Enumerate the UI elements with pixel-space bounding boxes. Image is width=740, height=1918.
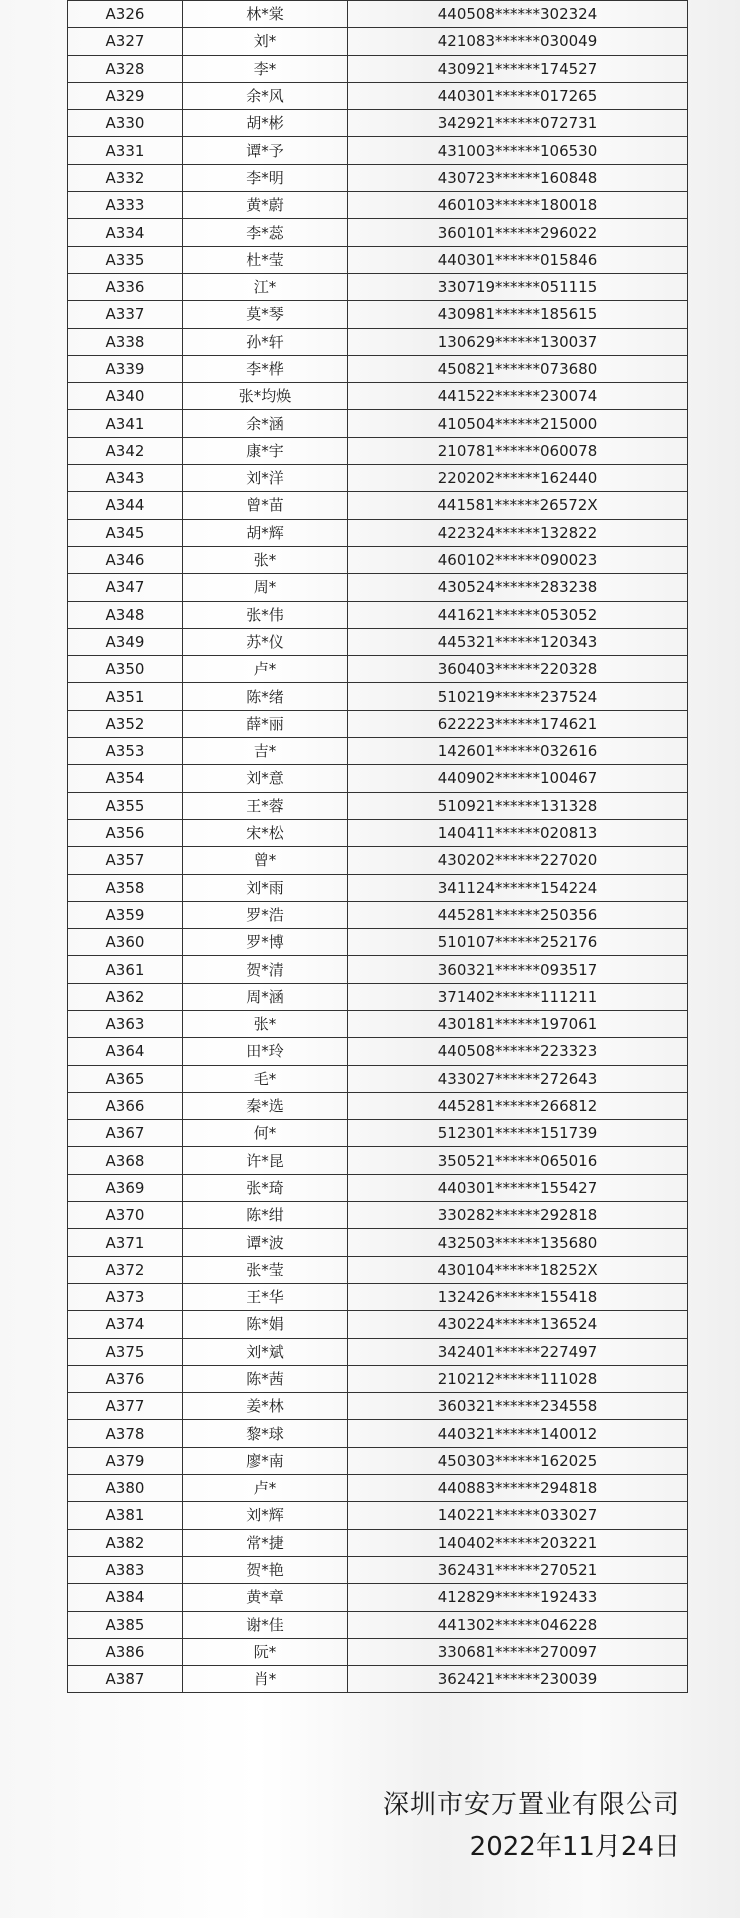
id-number: 430224******136524: [348, 1311, 688, 1338]
applicant-name: 黄*章: [183, 1584, 348, 1611]
applicant-number: A387: [68, 1666, 183, 1693]
id-number: 142601******032616: [348, 738, 688, 765]
id-number: 440508******223323: [348, 1038, 688, 1065]
table-row: [68, 137, 688, 164]
applicant-number: A345: [68, 519, 183, 546]
id-number: 330719******051115: [348, 273, 688, 300]
applicant-number: A370: [68, 1202, 183, 1229]
table-row: [68, 1256, 688, 1283]
id-number: 460103******180018: [348, 192, 688, 219]
applicant-name: 张*: [183, 546, 348, 573]
id-number: 510921******131328: [348, 792, 688, 819]
applicant-number: A339: [68, 355, 183, 382]
id-number: 433027******272643: [348, 1065, 688, 1092]
id-number: 445321******120343: [348, 628, 688, 655]
table-row: [68, 273, 688, 300]
table-row: [68, 1502, 688, 1529]
table-row: [68, 355, 688, 382]
applicant-number: A352: [68, 710, 183, 737]
applicant-name: 秦*选: [183, 1092, 348, 1119]
company-name: 深圳市安万置业有限公司: [382, 1790, 680, 1820]
id-number: 430104******18252X: [348, 1256, 688, 1283]
applicant-number: A372: [68, 1256, 183, 1283]
id-number: 220202******162440: [348, 465, 688, 492]
applicant-number: A383: [68, 1556, 183, 1583]
applicant-number: A330: [68, 110, 183, 137]
applicant-number: A342: [68, 437, 183, 464]
table-row: [68, 1475, 688, 1502]
applicant-number: A343: [68, 465, 183, 492]
applicant-name: 张*伟: [183, 601, 348, 628]
id-number: 132426******155418: [348, 1283, 688, 1310]
id-number: 441302******046228: [348, 1611, 688, 1638]
applicant-name: 谢*佳: [183, 1611, 348, 1638]
applicant-name: 阮*: [183, 1638, 348, 1665]
applicant-name: 刘*雨: [183, 874, 348, 901]
id-number: 360321******234558: [348, 1393, 688, 1420]
applicant-name: 苏*仪: [183, 628, 348, 655]
applicant-name: 周*: [183, 574, 348, 601]
id-number: 342401******227497: [348, 1338, 688, 1365]
applicant-name: 胡*辉: [183, 519, 348, 546]
applicant-number: A328: [68, 55, 183, 82]
id-number: 440301******017265: [348, 82, 688, 109]
applicant-name: 张*: [183, 1010, 348, 1037]
applicant-name: 余*风: [183, 82, 348, 109]
table-row: [68, 1338, 688, 1365]
table-row: [68, 1638, 688, 1665]
applicant-number: A329: [68, 82, 183, 109]
table-row: [68, 55, 688, 82]
applicant-number: A356: [68, 819, 183, 846]
applicant-number: A359: [68, 901, 183, 928]
id-number: 441621******053052: [348, 601, 688, 628]
table-row: [68, 683, 688, 710]
applicant-name: 张*琦: [183, 1174, 348, 1201]
applicant-number: A338: [68, 328, 183, 355]
applicant-name: 杜*莹: [183, 246, 348, 273]
table-row: [68, 110, 688, 137]
applicant-name: 黄*蔚: [183, 192, 348, 219]
id-number: 441522******230074: [348, 383, 688, 410]
applicant-name: 曾*苗: [183, 492, 348, 519]
applicant-name: 贺*清: [183, 956, 348, 983]
applicant-name: 张*莹: [183, 1256, 348, 1283]
table-row: [68, 1202, 688, 1229]
applicant-name: 曾*: [183, 847, 348, 874]
id-number: 510219******237524: [348, 683, 688, 710]
table-row: [68, 437, 688, 464]
id-number: 140221******033027: [348, 1502, 688, 1529]
table-row: [68, 1611, 688, 1638]
applicant-name: 毛*: [183, 1065, 348, 1092]
applicant-name: 陈*茜: [183, 1365, 348, 1392]
applicant-name: 刘*辉: [183, 1502, 348, 1529]
id-number: 341124******154224: [348, 874, 688, 901]
table-row: [68, 410, 688, 437]
id-number: 410504******215000: [348, 410, 688, 437]
id-number: 362421******230039: [348, 1666, 688, 1693]
table-row: [68, 1229, 688, 1256]
table-row: [68, 1283, 688, 1310]
id-number: 430181******197061: [348, 1010, 688, 1037]
applicant-number: A332: [68, 164, 183, 191]
applicant-name: 廖*南: [183, 1447, 348, 1474]
id-number: 445281******266812: [348, 1092, 688, 1119]
applicant-number: A344: [68, 492, 183, 519]
id-number: 432503******135680: [348, 1229, 688, 1256]
roster-table: [67, 0, 688, 1693]
applicant-name: 卢*: [183, 656, 348, 683]
id-number: 430202******227020: [348, 847, 688, 874]
applicant-number: A364: [68, 1038, 183, 1065]
table-row: [68, 1311, 688, 1338]
applicant-number: A367: [68, 1120, 183, 1147]
applicant-name: 吉*: [183, 738, 348, 765]
id-number: 330681******270097: [348, 1638, 688, 1665]
table-row: [68, 983, 688, 1010]
applicant-number: A358: [68, 874, 183, 901]
id-number: 210212******111028: [348, 1365, 688, 1392]
table-row: [68, 1147, 688, 1174]
table-row: [68, 192, 688, 219]
applicant-name: 王*蓉: [183, 792, 348, 819]
table-row: [68, 1447, 688, 1474]
roster-table-body: [68, 1, 688, 1693]
id-number: 450821******073680: [348, 355, 688, 382]
table-row: [68, 219, 688, 246]
id-number: 512301******151739: [348, 1120, 688, 1147]
applicant-number: A373: [68, 1283, 183, 1310]
applicant-name: 张*均焕: [183, 383, 348, 410]
table-row: [68, 1420, 688, 1447]
applicant-name: 刘*意: [183, 765, 348, 792]
table-row: [68, 465, 688, 492]
applicant-number: A353: [68, 738, 183, 765]
document-date: 2022年11月24日: [469, 1832, 680, 1862]
applicant-name: 罗*博: [183, 929, 348, 956]
id-number: 440301******155427: [348, 1174, 688, 1201]
table-row: [68, 383, 688, 410]
id-number: 450303******162025: [348, 1447, 688, 1474]
applicant-number: A327: [68, 28, 183, 55]
applicant-number: A355: [68, 792, 183, 819]
table-row: [68, 1038, 688, 1065]
applicant-number: A385: [68, 1611, 183, 1638]
id-number: 430921******174527: [348, 55, 688, 82]
applicant-number: A384: [68, 1584, 183, 1611]
id-number: 371402******111211: [348, 983, 688, 1010]
applicant-number: A349: [68, 628, 183, 655]
id-number: 360101******296022: [348, 219, 688, 246]
applicant-name: 何*: [183, 1120, 348, 1147]
table-row: [68, 574, 688, 601]
table-row: [68, 246, 688, 273]
applicant-number: A386: [68, 1638, 183, 1665]
id-number: 440902******100467: [348, 765, 688, 792]
id-number: 440321******140012: [348, 1420, 688, 1447]
applicant-number: A369: [68, 1174, 183, 1201]
applicant-number: A374: [68, 1311, 183, 1338]
applicant-number: A366: [68, 1092, 183, 1119]
applicant-number: A347: [68, 574, 183, 601]
id-number: 412829******192433: [348, 1584, 688, 1611]
table-row: [68, 956, 688, 983]
applicant-name: 刘*斌: [183, 1338, 348, 1365]
applicant-name: 胡*彬: [183, 110, 348, 137]
applicant-number: A361: [68, 956, 183, 983]
table-row: [68, 492, 688, 519]
applicant-name: 康*宇: [183, 437, 348, 464]
id-number: 622223******174621: [348, 710, 688, 737]
id-number: 140411******020813: [348, 819, 688, 846]
table-row: [68, 901, 688, 928]
applicant-number: A365: [68, 1065, 183, 1092]
applicant-number: A379: [68, 1447, 183, 1474]
applicant-name: 田*玲: [183, 1038, 348, 1065]
table-row: [68, 1174, 688, 1201]
applicant-number: A331: [68, 137, 183, 164]
table-row: [68, 301, 688, 328]
table-row: [68, 819, 688, 846]
table-row: [68, 792, 688, 819]
applicant-name: 肖*: [183, 1666, 348, 1693]
applicant-name: 陈*绪: [183, 683, 348, 710]
applicant-number: A334: [68, 219, 183, 246]
applicant-name: 姜*林: [183, 1393, 348, 1420]
table-row: [68, 1065, 688, 1092]
applicant-name: 王*华: [183, 1283, 348, 1310]
id-number: 342921******072731: [348, 110, 688, 137]
id-number: 445281******250356: [348, 901, 688, 928]
applicant-name: 林*棠: [183, 1, 348, 28]
applicant-number: A337: [68, 301, 183, 328]
id-number: 440883******294818: [348, 1475, 688, 1502]
applicant-name: 周*涵: [183, 983, 348, 1010]
id-number: 441581******26572X: [348, 492, 688, 519]
applicant-name: 李*蕊: [183, 219, 348, 246]
id-number: 360403******220328: [348, 656, 688, 683]
id-number: 140402******203221: [348, 1529, 688, 1556]
applicant-number: A354: [68, 765, 183, 792]
id-number: 460102******090023: [348, 546, 688, 573]
applicant-name: 罗*浩: [183, 901, 348, 928]
applicant-name: 余*涵: [183, 410, 348, 437]
applicant-name: 陈*绀: [183, 1202, 348, 1229]
applicant-number: A378: [68, 1420, 183, 1447]
applicant-number: A360: [68, 929, 183, 956]
table-row: [68, 164, 688, 191]
applicant-number: A340: [68, 383, 183, 410]
applicant-number: A375: [68, 1338, 183, 1365]
applicant-number: A326: [68, 1, 183, 28]
id-number: 440301******015846: [348, 246, 688, 273]
table-row: [68, 1556, 688, 1583]
applicant-name: 孙*轩: [183, 328, 348, 355]
table-row: [68, 1, 688, 28]
table-row: [68, 1365, 688, 1392]
applicant-number: A363: [68, 1010, 183, 1037]
id-number: 421083******030049: [348, 28, 688, 55]
table-row: [68, 519, 688, 546]
id-number: 350521******065016: [348, 1147, 688, 1174]
applicant-name: 陈*娟: [183, 1311, 348, 1338]
applicant-number: A371: [68, 1229, 183, 1256]
id-number: 330282******292818: [348, 1202, 688, 1229]
table-row: [68, 874, 688, 901]
id-number: 430981******185615: [348, 301, 688, 328]
table-row: [68, 28, 688, 55]
applicant-name: 贺*艳: [183, 1556, 348, 1583]
id-number: 422324******132822: [348, 519, 688, 546]
applicant-number: A362: [68, 983, 183, 1010]
applicant-name: 莫*琴: [183, 301, 348, 328]
id-number: 430524******283238: [348, 574, 688, 601]
applicant-number: A350: [68, 656, 183, 683]
applicant-number: A376: [68, 1365, 183, 1392]
applicant-number: A380: [68, 1475, 183, 1502]
id-number: 210781******060078: [348, 437, 688, 464]
table-row: [68, 738, 688, 765]
table-row: [68, 628, 688, 655]
id-number: 362431******270521: [348, 1556, 688, 1583]
applicant-number: A368: [68, 1147, 183, 1174]
table-row: [68, 847, 688, 874]
id-number: 510107******252176: [348, 929, 688, 956]
applicant-number: A348: [68, 601, 183, 628]
applicant-name: 刘*洋: [183, 465, 348, 492]
applicant-number: A346: [68, 546, 183, 573]
applicant-number: A357: [68, 847, 183, 874]
table-row: [68, 328, 688, 355]
applicant-name: 薛*丽: [183, 710, 348, 737]
id-number: 440508******302324: [348, 1, 688, 28]
applicant-number: A382: [68, 1529, 183, 1556]
table-row: [68, 1529, 688, 1556]
applicant-name: 黎*球: [183, 1420, 348, 1447]
applicant-number: A351: [68, 683, 183, 710]
applicant-name: 宋*松: [183, 819, 348, 846]
applicant-number: A333: [68, 192, 183, 219]
table-row: [68, 601, 688, 628]
id-number: 130629******130037: [348, 328, 688, 355]
applicant-name: 常*捷: [183, 1529, 348, 1556]
table-row: [68, 1393, 688, 1420]
applicant-number: A336: [68, 273, 183, 300]
table-row: [68, 1666, 688, 1693]
id-number: 430723******160848: [348, 164, 688, 191]
table-row: [68, 765, 688, 792]
applicant-name: 卢*: [183, 1475, 348, 1502]
table-row: [68, 1010, 688, 1037]
applicant-name: 李*: [183, 55, 348, 82]
applicant-number: A381: [68, 1502, 183, 1529]
applicant-name: 刘*: [183, 28, 348, 55]
applicant-name: 许*昆: [183, 1147, 348, 1174]
id-number: 431003******106530: [348, 137, 688, 164]
id-number: 360321******093517: [348, 956, 688, 983]
applicant-name: 谭*波: [183, 1229, 348, 1256]
applicant-name: 李*明: [183, 164, 348, 191]
table-row: [68, 546, 688, 573]
table-row: [68, 1092, 688, 1119]
table-row: [68, 710, 688, 737]
applicant-name: 李*桦: [183, 355, 348, 382]
table-row: [68, 1120, 688, 1147]
table-row: [68, 656, 688, 683]
table-row: [68, 929, 688, 956]
applicant-name: 谭*予: [183, 137, 348, 164]
applicant-number: A377: [68, 1393, 183, 1420]
applicant-name: 江*: [183, 273, 348, 300]
applicant-number: A341: [68, 410, 183, 437]
applicant-number: A335: [68, 246, 183, 273]
table-row: [68, 82, 688, 109]
table-row: [68, 1584, 688, 1611]
